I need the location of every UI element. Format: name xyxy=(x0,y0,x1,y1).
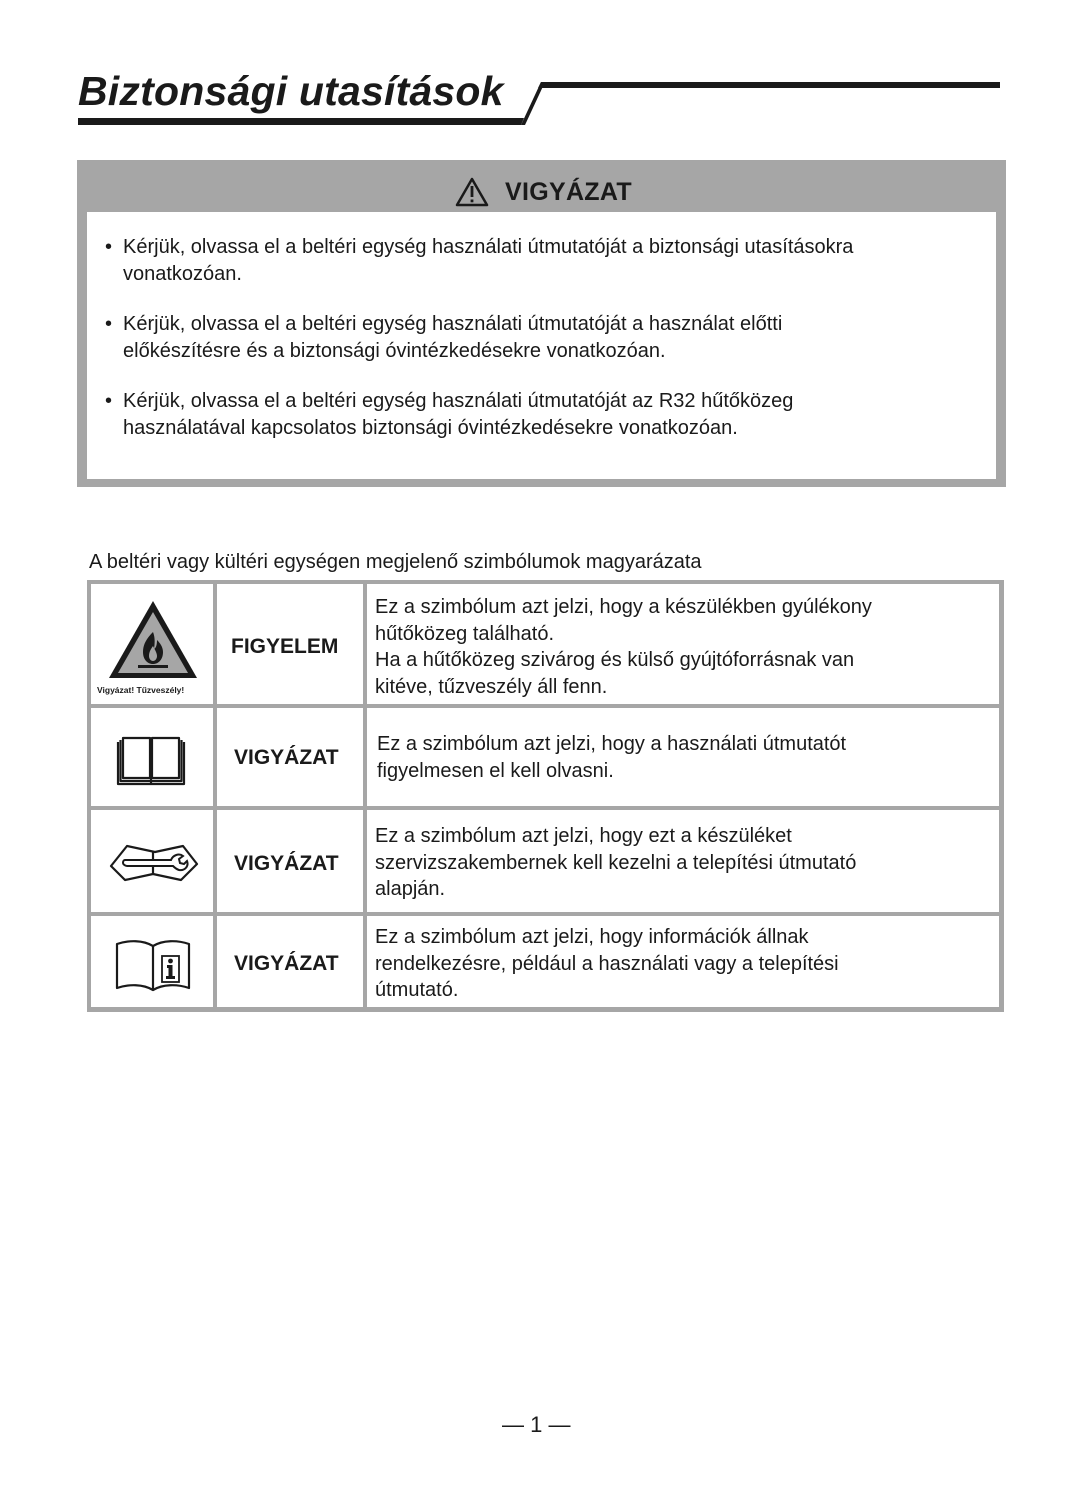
description-line: figyelmesen el kell olvasni. xyxy=(377,759,614,782)
description-line: Ez a szimbólum azt jelzi, hogy a használati útmutatót xyxy=(377,733,847,755)
symbol-label: VIGYÁZAT xyxy=(234,952,339,975)
symbol-label: FIGYELEM xyxy=(231,635,339,658)
symbol-description xyxy=(375,924,839,1004)
manual-book-icon xyxy=(115,732,187,788)
service-manual-wrench-icon xyxy=(105,840,201,884)
bullet-line: Kérjük, olvassa el a beltéri egység használati útmutatóját a biztonsági utasításokra xyxy=(123,236,854,258)
bullet-line: Kérjük, olvassa el a beltéri egység használati útmutatóját a használat előtti xyxy=(123,313,783,335)
flammable-icon-caption: Vigyázat! Tűzveszély! xyxy=(97,685,185,695)
description-line: rendelkezésre, például a használati vagy a telepítési xyxy=(375,952,839,975)
symbol-icon-cell xyxy=(91,810,213,912)
symbol-description xyxy=(375,823,856,903)
symbol-description xyxy=(375,594,872,700)
description-line: szervizszakembernek kell kezelni a telepítési útmutató xyxy=(375,851,857,874)
warning-triangle-icon xyxy=(455,177,489,207)
description-line: alapján. xyxy=(375,878,446,900)
symbol-label-cell xyxy=(217,810,363,912)
description-line: útmutató. xyxy=(375,979,459,1001)
symbol-description-cell xyxy=(367,916,999,1007)
symbol-icon-cell xyxy=(91,916,213,1007)
title-rule-top xyxy=(538,82,1000,88)
bullet-dot-icon: • xyxy=(105,236,113,258)
caution-bullet xyxy=(105,234,985,288)
bullet-dot-icon: • xyxy=(105,390,113,412)
information-book-icon xyxy=(113,936,193,994)
symbol-label-cell xyxy=(217,708,363,806)
symbols-table xyxy=(87,580,1004,1012)
description-line: Ez a szimbólum azt jelzi, hogy ezt a készüléket xyxy=(375,825,792,847)
caution-title: VIGYÁZAT xyxy=(505,177,632,206)
symbol-icon-cell xyxy=(91,584,213,704)
bullet-line: vonatkozóan. xyxy=(123,263,242,285)
description-line: Ez a szimbólum azt jelzi, hogy a készülékben gyúlékony xyxy=(375,596,872,618)
description-line: hűtőközeg található. xyxy=(375,622,555,645)
bullet-dot-icon: • xyxy=(105,313,113,335)
symbol-description-cell xyxy=(367,584,999,704)
title-rule-bottom xyxy=(78,118,524,125)
title-rule-slant xyxy=(521,82,545,125)
symbols-caption: A beltéri vagy kültéri egységen megjelenő szimbólumok magyarázata xyxy=(89,551,702,573)
symbol-label-cell xyxy=(217,916,363,1007)
flammable-warning-icon xyxy=(105,598,201,686)
page-number: — 1 — xyxy=(502,1412,571,1437)
symbol-description-cell xyxy=(367,810,999,912)
symbol-label: VIGYÁZAT xyxy=(234,746,339,769)
description-line: kitéve, tűzveszély áll fenn. xyxy=(375,675,608,698)
caution-body xyxy=(87,212,996,479)
bullet-line: használatával kapcsolatos biztonsági óvintézkedésekre vonatkozóan. xyxy=(123,417,738,439)
bullet-line: előkészítésre és a biztonsági óvintézkedésekre vonatkozóan. xyxy=(123,340,666,362)
page-title: Biztonsági utasítások xyxy=(78,68,504,114)
symbol-label: VIGYÁZAT xyxy=(234,852,339,875)
caution-box xyxy=(77,160,1006,487)
symbol-label-cell xyxy=(217,584,363,704)
bullet-line: Kérjük, olvassa el a beltéri egység használati útmutatóját az R32 hűtőközeg xyxy=(123,390,794,412)
symbol-description xyxy=(377,731,846,784)
description-line: Ha a hűtőközeg szivárog és külső gyújtóforrásnak van xyxy=(375,649,855,671)
caution-bullet xyxy=(105,388,985,442)
title-underline-rule xyxy=(0,0,1083,140)
description-line: Ez a szimbólum azt jelzi, hogy információk állnak xyxy=(375,926,809,948)
caution-header xyxy=(455,177,632,207)
caution-bullet xyxy=(105,311,985,365)
symbol-icon-cell xyxy=(91,708,213,806)
symbol-description-cell xyxy=(367,708,999,806)
